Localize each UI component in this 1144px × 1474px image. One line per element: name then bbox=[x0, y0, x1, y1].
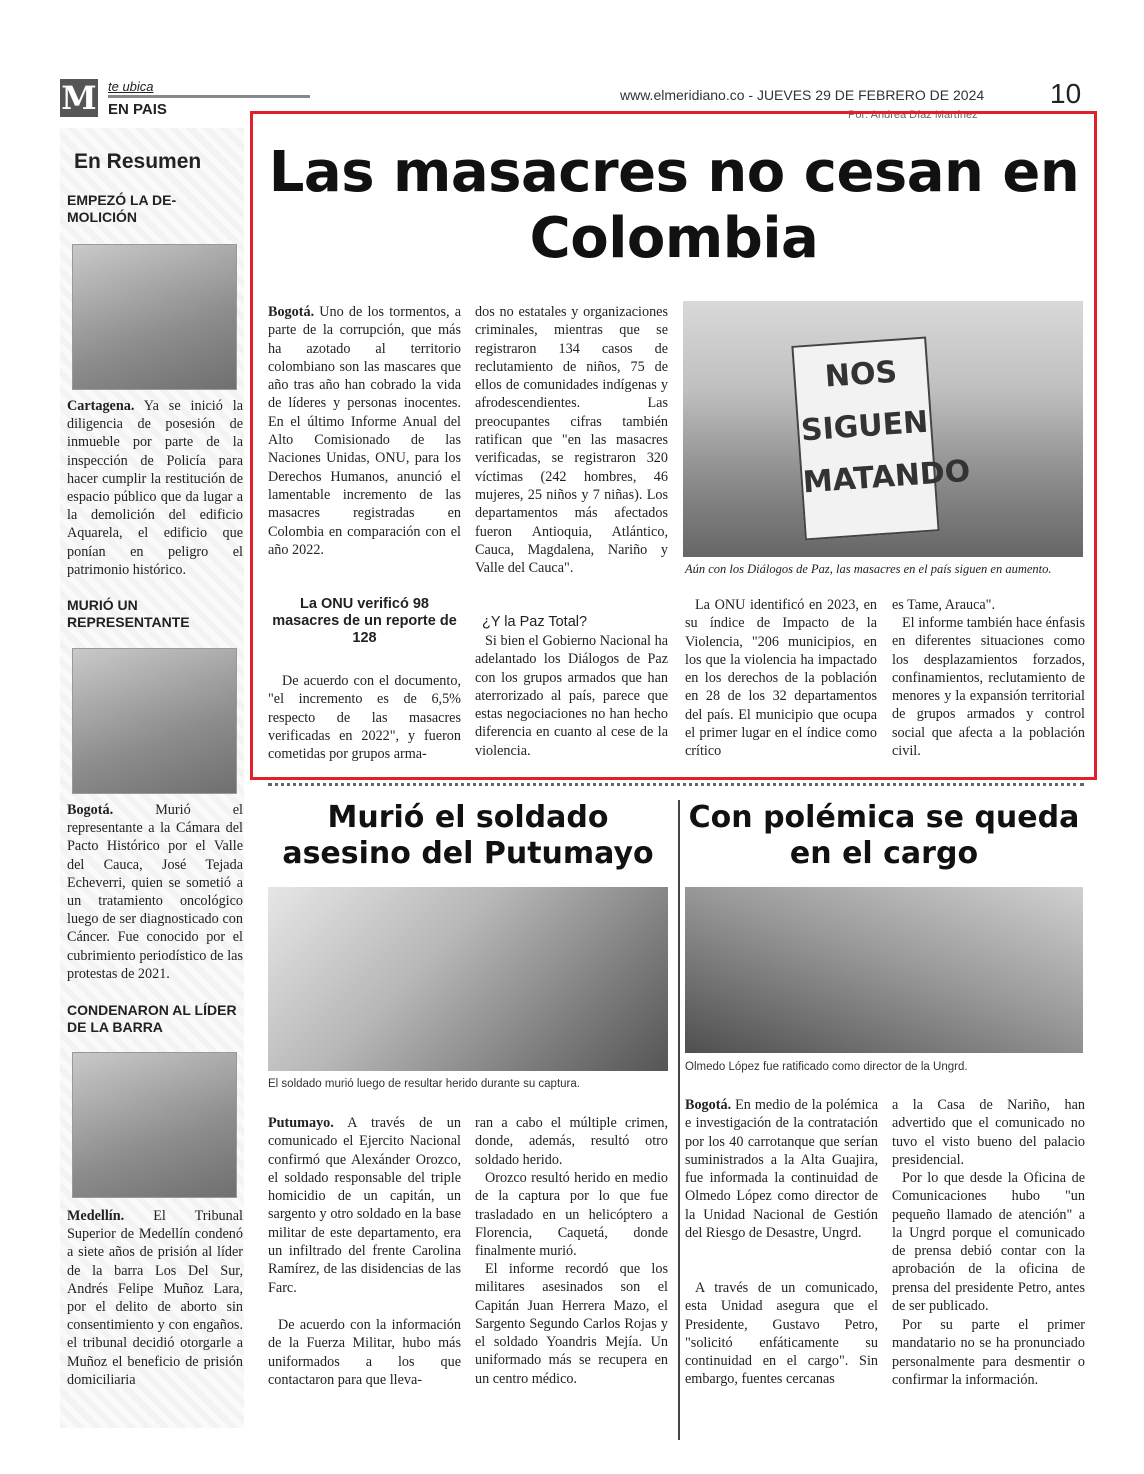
sidebar-body: Ya se inició la diligencia de posesión de inmueble por parte de la inspección de Policía para hacer cumplir la restitución de espacio público que da lugar a la demolición del edificio Aquarela, el edificio que ponían en peligro el patrimonio histórico. bbox=[67, 398, 243, 578]
main-column-2: dos no estatales y organizaciones criminales, mientras que se registraron 134 casos de reclutamiento de niños, 75 de ellos de comunidades indígenas y afrodescendientes. Las preocupantes cifras también ratifican que "en las masacres verificadas, se registraron 320 víctimas (242 hombres, 46 mujeres, 25 niños y 7 niñas). Los departamentos más afectados fueron Antioquia, Atlántico, Cauca, Magdalena, Nariño y Valle del Cauca". bbox=[475, 304, 668, 577]
main-column-3: La ONU identificó en 2023, en su índice de Impacto de la Violencia, "206 municipios, en los que la violencia ha impactado en los derechos de la población en 28 de los 32 departamentos del país. El municipio que ocupa el primer lugar en el índice como crítico bbox=[685, 597, 877, 760]
polemic-column-2-cont: Por lo que desde la Oficina de Comunicaciones hubo "un pequeño llamado de atención" a la Ungrd porque el comunicado de prensa debió contar con la aprobación de la oficina de prensa del presidente Petro, antes de ser publicado. bbox=[892, 1170, 1085, 1315]
column-text: En medio de la polémica e investigación de la contratación por los 40 carrotanque que serían suministrados a la Alta Guajira, fue informada la continuidad de Olmedo López como director de la Unidad Nacional de Gestión del Riesgo de Desastre, Ungrd. bbox=[685, 1097, 878, 1242]
main-column-4-cont: El informe también hace énfasis en diferentes situaciones como los desplazamientos forzados, confinamientos, reclutamiento de menores y la expansión territorial de grupos armados y control social que afecta a la población civil. bbox=[892, 615, 1085, 760]
dateline: Bogotá. bbox=[685, 1097, 732, 1113]
column-text: A través de un comunicado el Ejercito Nacional confirmó que Alexánder Orozco, el soldado responsable del triple homicidio de un capitán, un sargento y otro soldado en la base militar de este departamento, era un infiltrado del frente Carolina Ramírez, de las disidencias de las Farc. bbox=[268, 1115, 461, 1296]
press-conference-photo bbox=[685, 887, 1083, 1053]
sidebar-body: El Tribunal Superior de Medellín condenó a siete años de prisión al líder de la barra Los Del Sur, Andrés Felipe Muñoz Lara, por el delito de aborto sin consentimiento y con engaños. el tribunal decidió otorgarle a Muñoz el beneficio de prisión domiciliaria bbox=[67, 1208, 243, 1388]
protest-photo-caption: Aún con los Diálogos de Paz, las masacres en el país siguen en aumento. bbox=[685, 562, 1052, 576]
main-subhead: La ONU verificó 98 masacres de un reporte de 128 bbox=[272, 596, 457, 646]
newspaper-logo: M bbox=[61, 79, 97, 117]
column-divider bbox=[678, 800, 680, 1440]
section-name: EN PAIS bbox=[108, 101, 167, 118]
main-column-2-cont: Si bien el Gobierno Nacional ha adelantado los Diálogos de Paz con los grupos armados que han aterrorizado al país, parece que estas negociaciones no han hecho diferencia en cuanto al cese de la violencia. bbox=[475, 633, 668, 759]
sidebar-text-barra bbox=[67, 1207, 243, 1389]
sidebar-heading-demolition: EMPEZÓ LA DE-MOLICIÓN bbox=[67, 192, 177, 225]
section-rule bbox=[108, 95, 310, 98]
section-divider bbox=[268, 783, 1084, 786]
polemic-column-1 bbox=[685, 1096, 878, 1242]
paz-total-subhead: ¿Y la Paz Total? bbox=[482, 614, 588, 630]
soldier-headline: Murió el soldado asesino del Putumayo bbox=[282, 800, 654, 871]
column-text: Uno de los tormentos, a parte de la corrupción, que más ha azotado al territorio colombiano son las mascares que año tras año han cobrado la vida de líderes y personas inocentes. En el último Informe Anual del Alto Comisionado de las Naciones Unidas, ONU, para los Derechos Humanos, anunció el lamentable incremento de las masacres registradas en Colombia en comparación con el año 2022. bbox=[268, 304, 461, 558]
soldier-column-1-cont: De acuerdo con la información de la Fuerza Militar, hubo más uniformados a los que contactaron para que lleva- bbox=[268, 1317, 461, 1388]
soldier-column-2-cont: Orozco resultó herido en medio de la captura por lo que fue trasladado en un helicóptero a Florencia, Caquetá, donde finalmente murió. bbox=[475, 1170, 668, 1260]
demolition-photo bbox=[72, 244, 237, 390]
page-number: 10 bbox=[1050, 78, 1082, 109]
dateline: Medellín. bbox=[67, 1208, 125, 1224]
soldier-column-2-cont2: El informe recordó que los militares asesinados son el Capitán Juan Herrera Mazo, el Sargento Segundo Carlos Rojas y el soldado Yoandris Mejía. Un uniformado más se recupera en un centro médico. bbox=[475, 1261, 668, 1387]
main-column-1 bbox=[268, 303, 461, 559]
byline: Por: Andrea Díaz Martínez bbox=[848, 109, 978, 121]
representative-portrait bbox=[72, 648, 237, 794]
hospital-photo-caption: El soldado murió luego de resultar herido durante su captura. bbox=[268, 1078, 580, 1090]
dateline: Bogotá. bbox=[67, 802, 114, 818]
protest-sign: NOS SIGUEN MATANDO bbox=[791, 337, 939, 541]
folio-line: www.elmeridiano.co - JUEVES 29 DE FEBRERO DE 2024 bbox=[620, 87, 985, 103]
polemic-column-1-cont: A través de un comunicado, esta Unidad asegura que el Presidente, Gustavo Petro, "solicitó enfáticamente su continuidad en el cargo". Sin embargo, fuentes cercanas bbox=[685, 1280, 878, 1388]
sidebar-text-representative bbox=[67, 801, 243, 983]
protest-photo bbox=[683, 301, 1083, 557]
polemic-column-2-cont2: Por su parte el primer mandatario no se ha pronunciado personalmente para desmentir o confirmar la información. bbox=[892, 1317, 1085, 1388]
soldier-column-1 bbox=[268, 1114, 461, 1297]
main-column-4: es Tame, Arauca". bbox=[892, 597, 996, 613]
main-column-1-cont: De acuerdo con el documento, "el incremento es de 6,5% respecto de las masacres verificadas en 2022", y fueron cometidas por grupos arma- bbox=[268, 673, 461, 763]
press-photo-caption: Olmedo López fue ratificado como director de la Ungrd. bbox=[685, 1061, 968, 1073]
hospital-photo bbox=[268, 887, 668, 1071]
soldier-column-2: ran a cabo el múltiple crimen, donde, además, resultó otro soldado herido. bbox=[475, 1115, 668, 1168]
dateline: Cartagena. bbox=[67, 398, 135, 414]
main-headline: Las masacres no cesan en Colombia bbox=[268, 140, 1080, 271]
polemic-column-2: a la Casa de Nariño, han advertido que el comunicado no tuvo el visto bueno del palacio presidencial. bbox=[892, 1097, 1085, 1168]
polemic-headline: Con polémica se queda en el cargo bbox=[688, 800, 1080, 871]
sidebar-body: Murió el representante a la Cámara del Pacto Histórico por el Valle del Cauca, José Tejada Echeverri, quien se sometió a un tratamiento oncológico luego de ser diagnosticado con Cáncer. Fue conocido por el cubrimiento periodístico de las protestas de 2021. bbox=[67, 802, 243, 982]
dateline: Putumayo. bbox=[268, 1115, 334, 1131]
barra-leader-photo bbox=[72, 1052, 237, 1198]
sidebar-text-demolition bbox=[67, 397, 243, 579]
sidebar-title: En Resumen bbox=[74, 150, 202, 173]
sidebar-heading-representative: MURIÓ UN REPRESENTANTE bbox=[67, 597, 190, 630]
dateline: Bogotá. bbox=[268, 304, 315, 320]
sidebar-heading-barra: CONDENARON AL LÍDER DE LA BARRA bbox=[67, 1002, 237, 1035]
section-kicker: te ubica bbox=[108, 79, 154, 94]
